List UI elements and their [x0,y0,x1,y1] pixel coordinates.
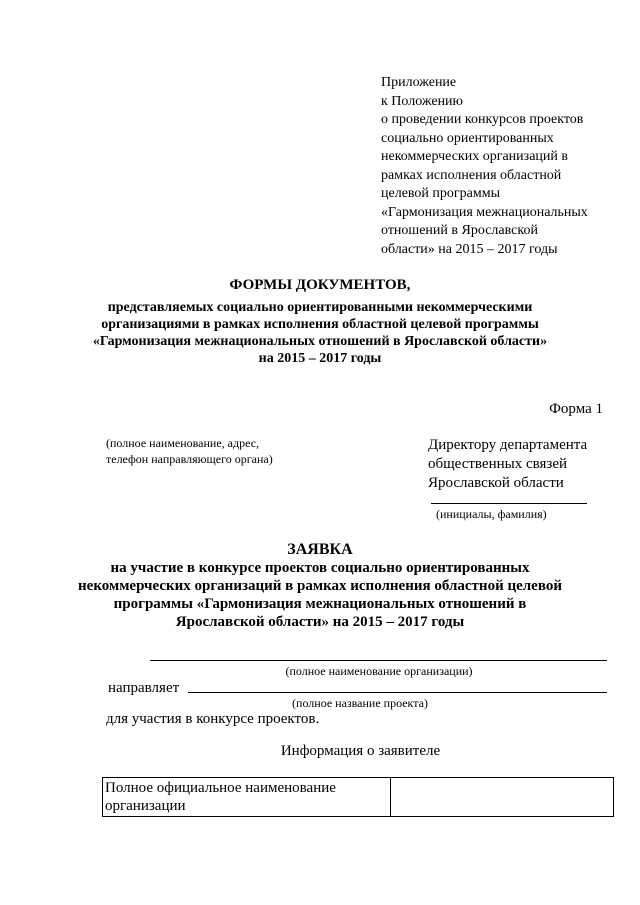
appendix-line: отношений в Ярославской [381,223,538,238]
sender-caption-line: телефон направляющего органа) [106,452,273,466]
application-title: ЗАЯВКА [287,541,353,558]
forms-subtitle [0,299,640,367]
application-subtitle-line: Ярославской области» на 2015 – 2017 годы [175,614,465,630]
addressee-line: общественных связей [428,456,568,472]
appendix-line: к Положению [381,93,464,109]
appendix-header [381,74,621,259]
addressee [428,436,587,493]
appendix-line: о проведении конкурсов проектов [381,112,584,127]
appendix-line: рамках исполнения областной [381,167,562,183]
signature-line[interactable] [431,503,587,504]
participation-text: для участия в конкурсе проектов. [106,711,320,727]
appendix-line: некоммерческих организаций в [381,149,568,164]
applicant-info-heading: Информация о заявителе [280,743,441,759]
project-name-caption: (полное название проекта) [292,696,428,710]
sender-caption [106,435,273,467]
form-number: Форма 1 [549,401,603,417]
sends-label: направляет [108,680,180,696]
organization-name-caption: (полное наименование организации) [285,664,473,678]
forms-subtitle-line: «Гармонизация межнациональных отношений в Ярославской области» [92,334,548,349]
application-subtitle [0,559,640,631]
appendix-line: Приложение [381,75,457,90]
addressee-line: Директору департамента [428,437,588,453]
forms-subtitle-line: организациями в рамках исполнения областной целевой программы [101,317,539,332]
forms-subtitle-line: на 2015 – 2017 годы [258,351,382,366]
forms-subtitle-line: представляемых социально ориентированными некоммерческими [107,300,533,315]
application-subtitle-line: на участие в конкурсе проектов социально ориентированных [110,560,530,576]
application-subtitle-line: некоммерческих организаций в рамках исполнения областной целевой [78,578,562,594]
forms-title: ФОРМЫ ДОКУМЕНТОВ, [229,277,411,293]
table-cell-value[interactable] [391,778,614,817]
table-cell-label: Полное официальное наименование организации [103,778,391,817]
appendix-line: социально ориентированных [381,130,554,146]
project-name-line[interactable] [188,692,607,693]
table-row [103,778,614,817]
application-subtitle-line: программы «Гармонизация межнациональных отношений в [113,596,527,612]
applicant-info-table [102,777,614,817]
appendix-line: области» на 2015 – 2017 годы [381,241,558,257]
organization-name-line[interactable] [150,660,607,661]
signature-caption: (инициалы, фамилия) [436,507,547,521]
appendix-line: целевой программы [381,186,500,201]
sender-caption-line: (полное наименование, адрес, [106,436,260,450]
appendix-line: «Гармонизация межнациональных [381,204,588,220]
addressee-line: Ярославской области [428,475,564,491]
